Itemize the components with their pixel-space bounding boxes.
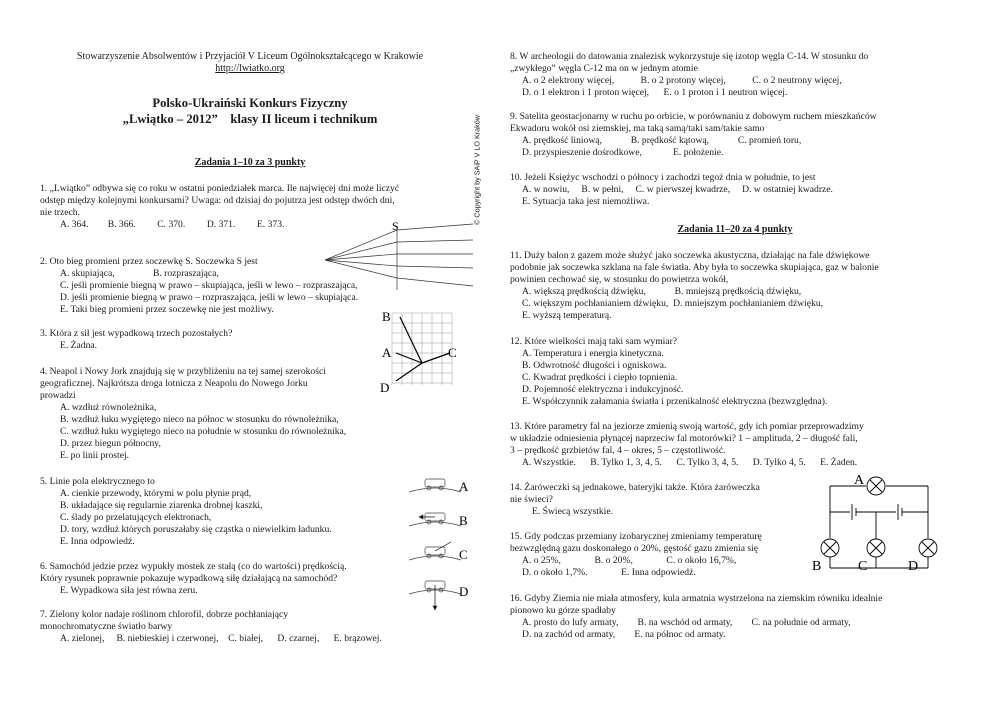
q16-options-1: A. prosto do lufy armaty, B. na wschód od armaty, C. na południe od armaty,: [522, 617, 851, 628]
bulb-label-a: A: [854, 473, 865, 488]
q1-text-1: 1. „Lwiątko” odbywa się co roku w ostatni poniedziałek marca. Ile najwięcej dni może liczyć: [40, 183, 400, 194]
q2-text: 2. Oto bieg promieni przez soczewkę S. Soczewka S jest: [40, 256, 258, 267]
q12-option-c: C. Kwadrat prędkości i ciepło topnienia.: [522, 372, 678, 383]
car-label-c: C: [459, 547, 468, 562]
q1-text-2: odstęp między kolejnymi konkursami? Uwaga: od dzisiaj do pojutrza jest odstęp dwóch dni,: [40, 195, 395, 206]
q9-text-1: 9. Satelita geostacjonarny w ruchu po orbicie, w porównaniu z dobowym ruchem mieszkańców: [510, 111, 877, 122]
q9-options-2: D. przyspieszenie dośrodkowe, E. położenie.: [522, 147, 724, 158]
car-label-d: D: [459, 584, 469, 599]
q8-text-2: „zwykłego” węgla C-12 ma on w jednym atomie: [510, 63, 698, 74]
car-drawing-b: [409, 513, 461, 526]
q11-text-2: podobnie jak soczewka szklana na fale światła. Aby była to soczewka skupiająca, gaz w balonie: [510, 262, 879, 273]
q10-options-2: E. Sytuacja taka jest niemożliwa.: [522, 196, 650, 207]
q8-options-1: A. o 2 elektrony więcej, B. o 2 protony więcej, C. o 2 neutrony więcej,: [522, 75, 842, 86]
q15-text-2: bezwzględną gazu doskonałego o 20%, gęstość gazu zmienia się: [510, 543, 759, 554]
car-label-a: A: [459, 479, 469, 494]
q3-option-e: E. Żadna.: [60, 340, 98, 351]
site-link[interactable]: http://lwiatko.org: [215, 63, 285, 74]
lens-ray-diagram: [325, 220, 475, 300]
q2-option-c: C. jeśli promienie biegną w prawo – skupiająca, jeśli w lewo – rozpraszająca,: [60, 280, 358, 291]
q7-text-1: 7. Zielony kolor nadaje roślinom chlorofil, dobrze pochłaniający: [40, 609, 289, 620]
q12-text: 12. Które wielkości mają taki sam wymiar?: [510, 336, 678, 347]
q13-text-1: 13. Które parametry fal na jeziorze zmienią swoją wartość, gdy ich pomiar przeprowadzimy: [510, 421, 864, 432]
q11-options-3: E. wyższą temperaturą.: [522, 310, 612, 321]
q13-options: A. Wszystkie. B. Tylko 1, 3, 4, 5. C. Tylko 3, 4, 5. D. Tylko 4, 5. E. Żaden.: [522, 457, 858, 468]
q6-text-2: Który rysunek poprawnie pokazuje wypadkową siłę działającą na samochód?: [40, 573, 338, 584]
car-drawing-d: [409, 581, 461, 610]
q11-options-2: C. większym pochłanianiem dźwięku, D. mniejszym pochłanianiem dźwięku,: [522, 298, 824, 309]
q14-option-e: E. Świecą wszystkie.: [532, 506, 613, 517]
q10-options-1: A. w nowiu, B. w pełni, C. w pierwszej kwadrze, D. w ostatniej kwadrze.: [522, 184, 833, 195]
q1-text-3: nie trzech.: [40, 207, 80, 218]
q8-text-1: 8. W archeologii do datowania znalezisk wykorzystuje się izotop węgla C-14. W stosunku do: [510, 51, 869, 62]
org-name: Stowarzyszenie Absolwentów i Przyjaciół V Liceum Ogólnokształcącego w Krakowie: [76, 51, 424, 62]
q15-text-1: 15. Gdy podczas przemiany izobarycznej zmieniamy temperaturę: [510, 531, 762, 542]
q5-option-c: C. ślady po przelatujących elektronach,: [60, 512, 212, 523]
q13-text-3: 3 – prędkość grzbietów fal, 4 – okres, 5 – częstotliwość.: [510, 445, 726, 456]
q13-text-2: w układzie odniesienia płynącej naprzeciw fal motorówki? 1 – amplituda, 2 – długość fali,: [510, 433, 858, 444]
bulb-label-c: C: [858, 559, 868, 574]
q6-option-e: E. Wypadkowa siła jest równa zeru.: [60, 585, 198, 596]
q2-option-d: D. jeśli promienie biegną w prawo – rozpraszająca, jeśli w lewo – skupiająca.: [60, 292, 359, 303]
q5-option-b: B. układające się regularnie ziarenka drobnej kaszki,: [60, 500, 263, 511]
car-drawing-c: [409, 542, 461, 560]
q2-option-ab: A. skupiająca, B. rozpraszająca,: [60, 268, 219, 279]
force-label-c: C: [448, 345, 457, 360]
q14-text-2: nie świeci?: [510, 494, 553, 505]
q5-option-d: D. tory, wzdłuż których poruszałaby się cząstka o niewielkim ładunku.: [60, 524, 332, 535]
q4-option-e: E. po linii prostej.: [60, 450, 130, 461]
force-label-a: A: [382, 345, 392, 360]
q12-option-d: D. Pojemność elektryczna i indukcyjność.: [522, 384, 684, 395]
q12-option-a: A. Temperatura i energia kinetyczna.: [522, 348, 664, 359]
q12-option-b: B. Odwrotność długości i ogniskowa.: [522, 360, 667, 371]
q8-options-2: D. o 1 elektron i 1 proton więcej, E. o 1 proton i 1 neutron więcej.: [522, 87, 788, 98]
force-label-b: B: [382, 309, 391, 324]
q11-options-1: A. większą prędkością dźwięku, B. mniejszą prędkością dźwięku,: [522, 286, 802, 297]
q16-text-2: pionowo ku górze spadłaby: [510, 605, 616, 616]
q7-text-2: monochromatyczne światło barwy: [40, 621, 173, 632]
copyright-vertical: [470, 90, 484, 250]
bulb-circuit-diagram: [810, 472, 945, 572]
q16-options-2: D. na zachód od armaty, E. na północ od armaty.: [522, 629, 726, 640]
contest-subtitle: „Lwiątko – 2012” klasy II liceum i technikum: [122, 112, 378, 126]
q15-options-1: A. o 25%, B. o 20%, C. o około 16,7%,: [522, 555, 737, 566]
q6-text-1: 6. Samochód jedzie przez wypukły mostek ze stałą (co do wartości) prędkością.: [40, 561, 347, 572]
car-bridge-diagrams: [405, 470, 475, 620]
q4-text-2: geograficznej. Najkrótsza droga lotnicza z Neapolu do Nowego Jorku: [40, 378, 308, 389]
q4-text-1: 4. Neapol i Nowy Jork znajdują się w przybliżeniu na tej samej szerokości: [40, 366, 326, 377]
q12-option-e: E. Współczynnik załamania światła i przenikalność elektryczna (bezwzględna).: [522, 396, 828, 407]
car-drawing-a: [409, 479, 461, 492]
q4-text-3: prowadzi: [40, 390, 76, 401]
bulb-label-d: D: [908, 559, 919, 574]
q7-options: A. zielonej, B. niebieskiej i czerwonej, C. białej, D. czarnej, E. brązowej.: [60, 633, 382, 644]
q5-option-e: E. Inna odpowiedź.: [60, 536, 135, 547]
bulb-label-b: B: [812, 559, 822, 574]
q9-options-1: A. prędkość liniową, B. prędkość kątową, C. promień toru,: [522, 135, 802, 146]
q11-text-3: powinien cechować się, w stosunku do powietrza wokół,: [510, 274, 729, 285]
car-label-b: B: [459, 513, 468, 528]
contest-title: Polsko-Ukraiński Konkurs Fizyczny: [152, 96, 348, 110]
force-arrow-d: [396, 363, 422, 381]
force-arrow-c: [422, 353, 450, 363]
force-grid-diagram: [380, 305, 465, 395]
q15-options-2: D. o około 1,7%. E. Inna odpowiedź.: [522, 567, 696, 578]
q16-text-1: 16. Gdyby Ziemia nie miała atmosfery, kula armatnia wystrzelona na ziemskim równiku idealnie: [510, 593, 883, 604]
q3-text: 3. Która z sił jest wypadkową trzech pozostałych?: [40, 328, 233, 339]
q10-text: 10. Jeżeli Księżyc wschodzi o północy i zachodzi tegoż dnia w południe, to jest: [510, 172, 816, 183]
q4-option-b: B. wzdłuż łuku wygiętego nieco na północ w stosunku do równoleżnika,: [60, 414, 339, 425]
q1-options: A. 364. B. 366. C. 370. D. 371. E. 373.: [60, 219, 285, 230]
q2-option-e: E. Taki bieg promieni przez soczewkę nie jest możliwy.: [60, 304, 274, 315]
lens-label: S: [392, 219, 399, 233]
q11-text-1: 11. Duży balon z gazem może służyć jako soczewka akustyczna, działając na fale dźwiękowe: [510, 250, 870, 261]
force-label-d: D: [380, 380, 390, 395]
q5-text: 5. Linie pola elektrycznego to: [40, 476, 155, 487]
q4-option-a: A. wzdłuż równoleżnika,: [60, 402, 157, 413]
q5-option-a: A. cienkie przewody, którymi w polu płynie prąd,: [60, 488, 252, 499]
section-heading-2: Zadania 11–20 za 4 punkty: [677, 224, 793, 235]
copyright-text: © Copyright by SAiP V LO Kraków: [472, 115, 482, 225]
q4-option-c: C. wzdłuż łuku wygiętego nieco na południe w stosunku do równoleżnika,: [60, 426, 347, 437]
q9-text-2: Ekwadoru wokół osi ziemskiej, ma taką samą/taki sam/takie samo: [510, 123, 765, 134]
q14-text-1: 14. Żaróweczki są jednakowe, bateryjki także. Która żaróweczka: [510, 482, 760, 493]
section-heading-1: Zadania 1–10 za 3 punkty: [194, 157, 306, 168]
q4-option-d: D. przez biegun północny,: [60, 438, 161, 449]
